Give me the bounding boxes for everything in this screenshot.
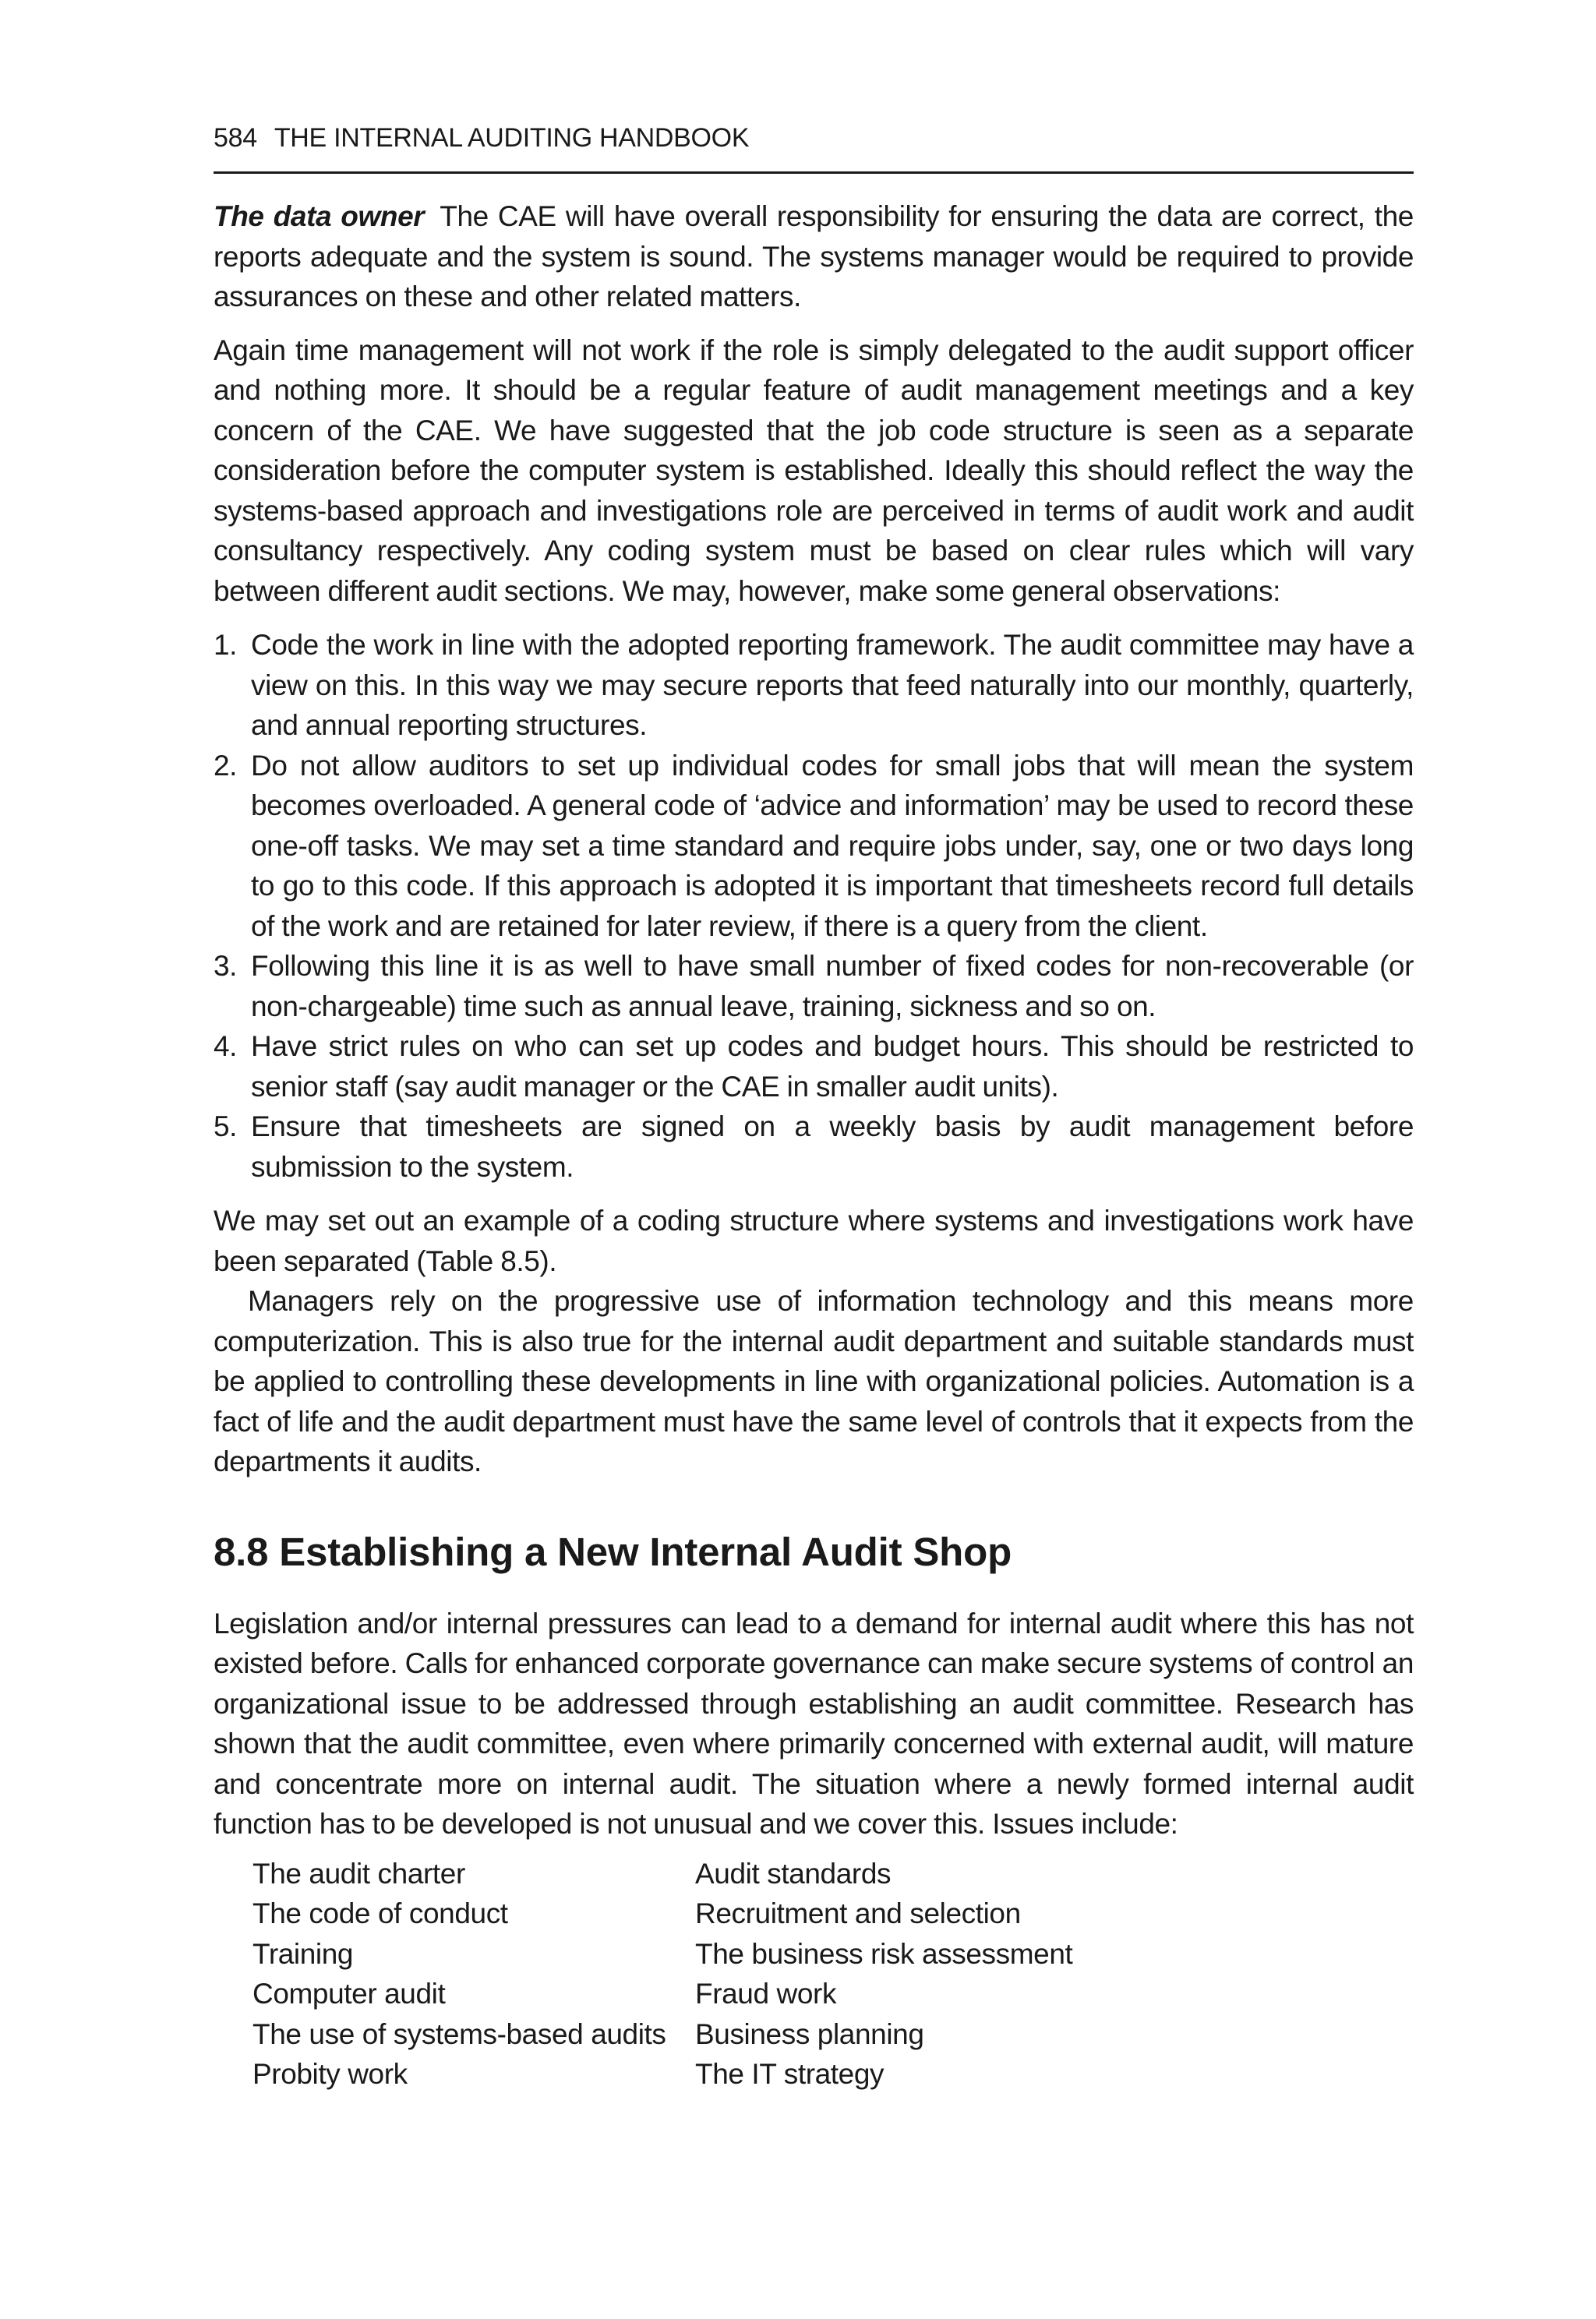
issue-item: Audit standards [695, 1857, 892, 1890]
issue-item: Training [252, 1937, 354, 1970]
issue-item: The code of conduct [252, 1897, 508, 1929]
list-item-text: Do not allow auditors to set up individual codes for small jobs that will mean the system becomes overloaded. A general code of ‘advice and information’ may be used to record these one-off tasks. We may set a time standard and require jobs under, say, one or two days long to go to this code. If this approach is adopted it is important that timesheets record full details of the work and are retained for later review, if there is a query from the client. [251, 749, 1414, 942]
list-item [214, 946, 1414, 1026]
issues-list [252, 1854, 1414, 2095]
list-item [214, 1107, 1414, 1187]
issue-item: The business risk assessment [695, 1937, 1073, 1970]
list-item [214, 1026, 1414, 1107]
paragraph-data-owner [214, 196, 1414, 317]
issue-item: Business planning [695, 2017, 924, 2050]
running-title: THE INTERNAL AUDITING HANDBOOK [274, 123, 750, 153]
list-item-number: 1. [214, 629, 238, 661]
paragraph-lead-term: The data owner [214, 200, 425, 232]
issue-item: Probity work [252, 2058, 408, 2090]
list-item-text: Following this line it is as well to have small number of fixed codes for non-recoverable (or non-chargeable) time such as annual leave, training, sickness and so on. [251, 950, 1414, 1022]
paragraph-time-management: Again time management will not work if the role is simply delegated to the audit support officer and nothing more. It should be a regular feature of audit management meetings and a key concern of the CAE. We have suggested that the job code structure is seen as a separate consideration before the computer system is established. Ideally this should reflect the way the systems-based approach and investigations role are perceived in terms of audit work and audit consultancy respectively. Any coding system must be based on clear rules which will vary between different audit sections. We may, however, make some general observations: [214, 334, 1414, 607]
list-item [214, 625, 1414, 746]
issue-item: Fraud work [695, 1978, 837, 2010]
issue-item: Computer audit [252, 1978, 446, 2010]
list-item [214, 746, 1414, 947]
list-item-number: 5. [214, 1110, 238, 1142]
paragraph-text: The CAE will have overall responsibility for ensuring the data are correct, the reports adequate and the system is sound. The systems manager would be required to provide assurances on these and other related matters. [214, 200, 1414, 312]
running-header [214, 122, 1414, 174]
list-item-number: 4. [214, 1030, 238, 1062]
section-heading: 8.8 Establishing a New Internal Audit Shop [214, 1529, 1012, 1574]
issue-item: Recruitment and selection [695, 1897, 1021, 1929]
page-body [214, 196, 1414, 2095]
list-item-text: Have strict rules on who can set up codes and budget hours. This should be restricted to senior staff (say audit manager or the CAE in smaller audit units). [251, 1030, 1414, 1103]
list-item-text: Ensure that timesheets are signed on a weekly basis by audit management before submission to the system. [251, 1110, 1414, 1183]
issue-item: The audit charter [252, 1857, 465, 1890]
observations-list [214, 625, 1414, 1187]
paragraph-coding-structure: We may set out an example of a coding structure where systems and investigations work have been separated (Table 8.5). [214, 1205, 1414, 1277]
issue-item: The IT strategy [695, 2058, 885, 2090]
list-item-text: Code the work in line with the adopted reporting framework. The audit committee may have a view on this. In this way we may secure reports that feed naturally into our monthly, quarterly, and annual reporting structures. [251, 629, 1414, 741]
paragraph-computerization: Managers rely on the progressive use of information technology and this means more computerization. This is also true for the internal audit department and suitable standards must be applied to controlling these developments in line with organizational policies. Automation is a fact of life and the audit department must have the same level of controls that it expects from the departments it audits. [214, 1285, 1414, 1477]
paragraph-new-audit-shop: Legislation and/or internal pressures can lead to a demand for internal audit where this has not existed before. Calls for enhanced corporate governance can make secure systems of control an organizational issue to be addressed through establishing an audit committee. Research has shown that the audit committee, even where primarily concerned with external audit, will mature and concentrate more on internal audit. The situation where a newly formed internal audit function has to be developed is not unusual and we cover this. Issues include: [214, 1607, 1414, 1840]
list-item-number: 2. [214, 749, 238, 782]
page-number: 584 [214, 123, 257, 153]
list-item-number: 3. [214, 950, 238, 982]
issue-item: The use of systems-based audits [252, 2017, 666, 2050]
